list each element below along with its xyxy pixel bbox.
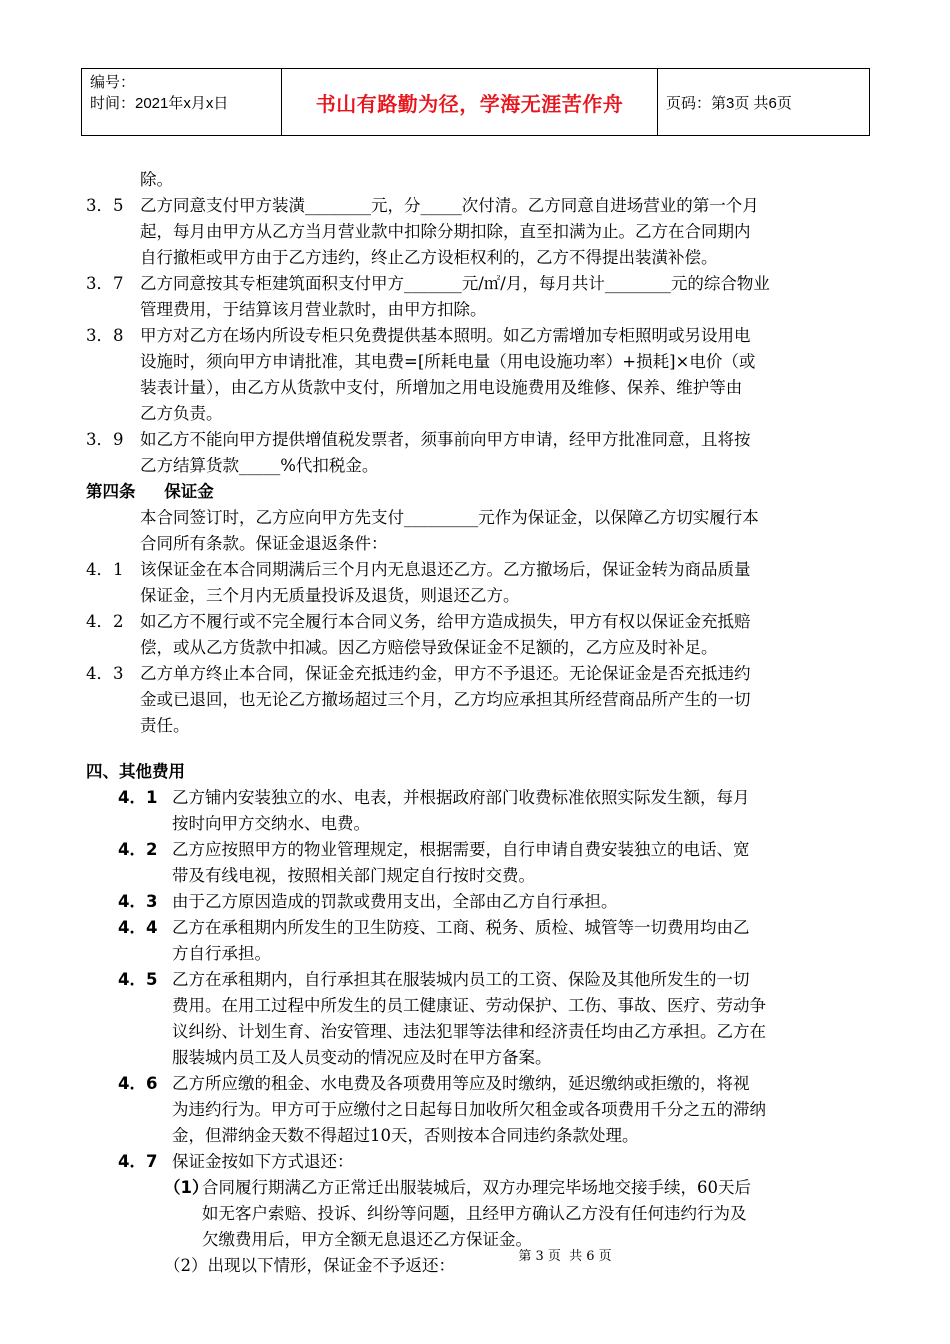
clause-number: 3．8 bbox=[86, 326, 124, 345]
text-line: 服装城内员工及人员变动的情况应及时在甲方备案。 bbox=[172, 1048, 552, 1067]
clause-text: 如乙方不能向甲方提供增值税发票者，须事前向甲方申请，经甲方批准同意，且将按 bbox=[140, 430, 751, 449]
clause-number: 3．5 bbox=[86, 196, 124, 215]
text-line: 责任。 bbox=[140, 716, 190, 735]
clause-text: 该保证金在本合同期满后三个月内无息退还乙方。乙方撤场后，保证金转为商品质量 bbox=[140, 560, 751, 579]
text-line: 金或已退回，也无论乙方撤场超过三个月，乙方均应承担其所经营商品所产生的一切 bbox=[140, 690, 751, 709]
clause-number: 4．6 bbox=[118, 1074, 158, 1093]
header-page-label: 页码：第3页 共6页 bbox=[666, 94, 792, 112]
clause-text: 乙方同意支付甲方装潢________元，分_____次付清。乙方同意自进场营业的第一个月 bbox=[140, 196, 759, 215]
clause-number: 4．3 bbox=[86, 664, 124, 683]
clause-text: 乙方应按照甲方的物业管理规定，根据需要，自行申请自费安装独立的电话、宽 bbox=[172, 840, 750, 859]
text-line: 装表计量），由乙方从货款中支付，所增加之用电设施费用及维修、保养、维护等由 bbox=[140, 378, 743, 397]
fee-clause-4-4 bbox=[86, 915, 866, 941]
text-line: 金，但滞纳金天数不得超过10天，否则按本合同违约条款处理。 bbox=[172, 1126, 639, 1145]
clause-number: 4．1 bbox=[86, 560, 124, 579]
clause-4-1 bbox=[86, 557, 866, 583]
clause-4-2 bbox=[86, 609, 866, 635]
text-line: 保证金，三个月内无质量投诉及退货，则退还乙方。 bbox=[140, 586, 520, 605]
spacer bbox=[86, 739, 866, 759]
clause-number: 4．4 bbox=[118, 918, 158, 937]
sub-item-text: 合同履行期满乙方正常迁出服装城后，双方办理完毕场地交接手续，60天后 bbox=[202, 1178, 751, 1197]
text-line: 合同所有条款。保证金退返条件： bbox=[140, 534, 388, 553]
text-line: 本合同签订时，乙方应向甲方先支付_________元作为保证金，以保障乙方切实履行本 bbox=[140, 508, 759, 527]
clause-text: 乙方所应缴的租金、水电费及各项费用等应及时缴纳，延迟缴纳或拒缴的，将视 bbox=[172, 1074, 750, 1093]
clause-number: 4．7 bbox=[118, 1152, 158, 1171]
header-meta bbox=[82, 69, 282, 135]
text-line: 管理费用，于结算该月营业款时，由甲方扣除。 bbox=[140, 300, 487, 319]
clause-text: 乙方在承租期内所发生的卫生防疫、工商、税务、质检、城管等一切费用均由乙 bbox=[172, 918, 750, 937]
text-line: 除。 bbox=[140, 170, 173, 189]
sub-item-1 bbox=[86, 1175, 866, 1201]
fee-clause-4-7 bbox=[86, 1149, 866, 1175]
clause-3-9 bbox=[86, 427, 866, 453]
text-line: 欠缴费用后，甲方全额无息退还乙方保证金。 bbox=[202, 1230, 532, 1249]
document-number-label: 编号： bbox=[90, 74, 136, 91]
text-line: 自行撤柜或甲方由于乙方违约，终止乙方设柜权利的，乙方不得提出装潢补偿。 bbox=[140, 248, 718, 267]
text-line: 带及有线电视，按照相关部门规定自行按时交费。 bbox=[172, 866, 535, 885]
text-line: 方自行承担。 bbox=[172, 944, 271, 963]
document-body bbox=[86, 167, 866, 1279]
text-line: 为违约行为。甲方可于应缴付之日起每日加收所欠租金或各项费用千分之五的滞纳 bbox=[172, 1100, 766, 1119]
fee-clause-4-1 bbox=[86, 785, 866, 811]
header-motto: 书山有路勤为径，学海无涯苦作舟 bbox=[282, 69, 658, 135]
text-line: 按时向甲方交纳水、电费。 bbox=[172, 814, 370, 833]
clause-text: 乙方单方终止本合同，保证金充抵违约金，甲方不予退还。无论保证金是否充抵违约 bbox=[140, 664, 751, 683]
clause-text: 乙方在承租期内，自行承担其在服装城内员工的工资、保险及其他所发生的一切 bbox=[172, 970, 750, 989]
clause-3-5 bbox=[86, 193, 866, 219]
text-line: 如无客户索赔、投诉、纠纷等问题，且经甲方确认乙方没有任何违约行为及 bbox=[202, 1204, 747, 1223]
clause-4-3 bbox=[86, 661, 866, 687]
clause-text: 乙方同意按其专柜建筑面积支付甲方_______元/㎡/月，每月共计________元的综合物业 bbox=[140, 274, 770, 293]
clause-text: 如乙方不履行或不完全履行本合同义务，给甲方造成损失，甲方有权以保证金充抵赔 bbox=[140, 612, 751, 631]
clause-text: 乙方铺内安装独立的水、电表，并根据政府部门收费标准依照实际发生额，每月 bbox=[172, 788, 750, 807]
text-line: 乙方负责。 bbox=[140, 404, 223, 423]
clause-number: 4．2 bbox=[86, 612, 124, 631]
clause-text: 由于乙方原因造成的罚款或费用支出，全部由乙方自行承担。 bbox=[172, 892, 618, 911]
section-heading-other-fees: 四、其他费用 bbox=[86, 762, 185, 781]
clause-number: 3．7 bbox=[86, 274, 124, 293]
text-line: 议纠纷、计划生育、治安管理、违法犯罪等法律和经济责任均由乙方承担。乙方在 bbox=[172, 1022, 766, 1041]
fee-clause-4-6 bbox=[86, 1071, 866, 1097]
fee-clause-4-2 bbox=[86, 837, 866, 863]
sub-item-number: （1） bbox=[164, 1178, 209, 1197]
fee-clause-4-5 bbox=[86, 967, 866, 993]
clause-3-7 bbox=[86, 271, 866, 297]
document-time-label: 时间：2021年x月x日 bbox=[90, 95, 229, 112]
section-heading-article-4: 第四条 保证金 bbox=[86, 482, 214, 501]
clause-number: 4．2 bbox=[118, 840, 158, 859]
clause-text: 保证金按如下方式退还： bbox=[172, 1152, 354, 1171]
clause-number: 4．5 bbox=[118, 970, 158, 989]
fee-clause-4-3 bbox=[86, 889, 866, 915]
sub-item-2: （2）出现以下情形，保证金不予返还： bbox=[164, 1256, 455, 1275]
text-line: 设施时，须向甲方申请批准，其电费=[所耗电量（用电设施功率）+损耗]×电价（或 bbox=[140, 352, 756, 371]
page-footer bbox=[0, 1245, 950, 1264]
footer-page-number: 第 3 页 共 6 页 bbox=[518, 1249, 612, 1264]
clause-3-8 bbox=[86, 323, 866, 349]
text-line: 偿，或从乙方货款中扣减。因乙方赔偿导致保证金不足额的，乙方应及时补足。 bbox=[140, 638, 718, 657]
clause-number: 3．9 bbox=[86, 430, 124, 449]
clause-number: 4．3 bbox=[118, 892, 158, 911]
text-line: 起，每月由甲方从乙方当月营业款中扣除分期扣除，直至扣满为止。乙方在合同期内 bbox=[140, 222, 751, 241]
clause-number: 4．1 bbox=[118, 788, 158, 807]
text-line: 乙方结算货款_____%代扣税金。 bbox=[140, 456, 379, 475]
page-header bbox=[81, 68, 870, 136]
clause-text: 甲方对乙方在场内所设专柜只免费提供基本照明。如乙方需增加专柜照明或另设用电 bbox=[140, 326, 751, 345]
text-line: 费用。在用工过程中所发生的员工健康证、劳动保护、工伤、事故、医疗、劳动争 bbox=[172, 996, 766, 1015]
